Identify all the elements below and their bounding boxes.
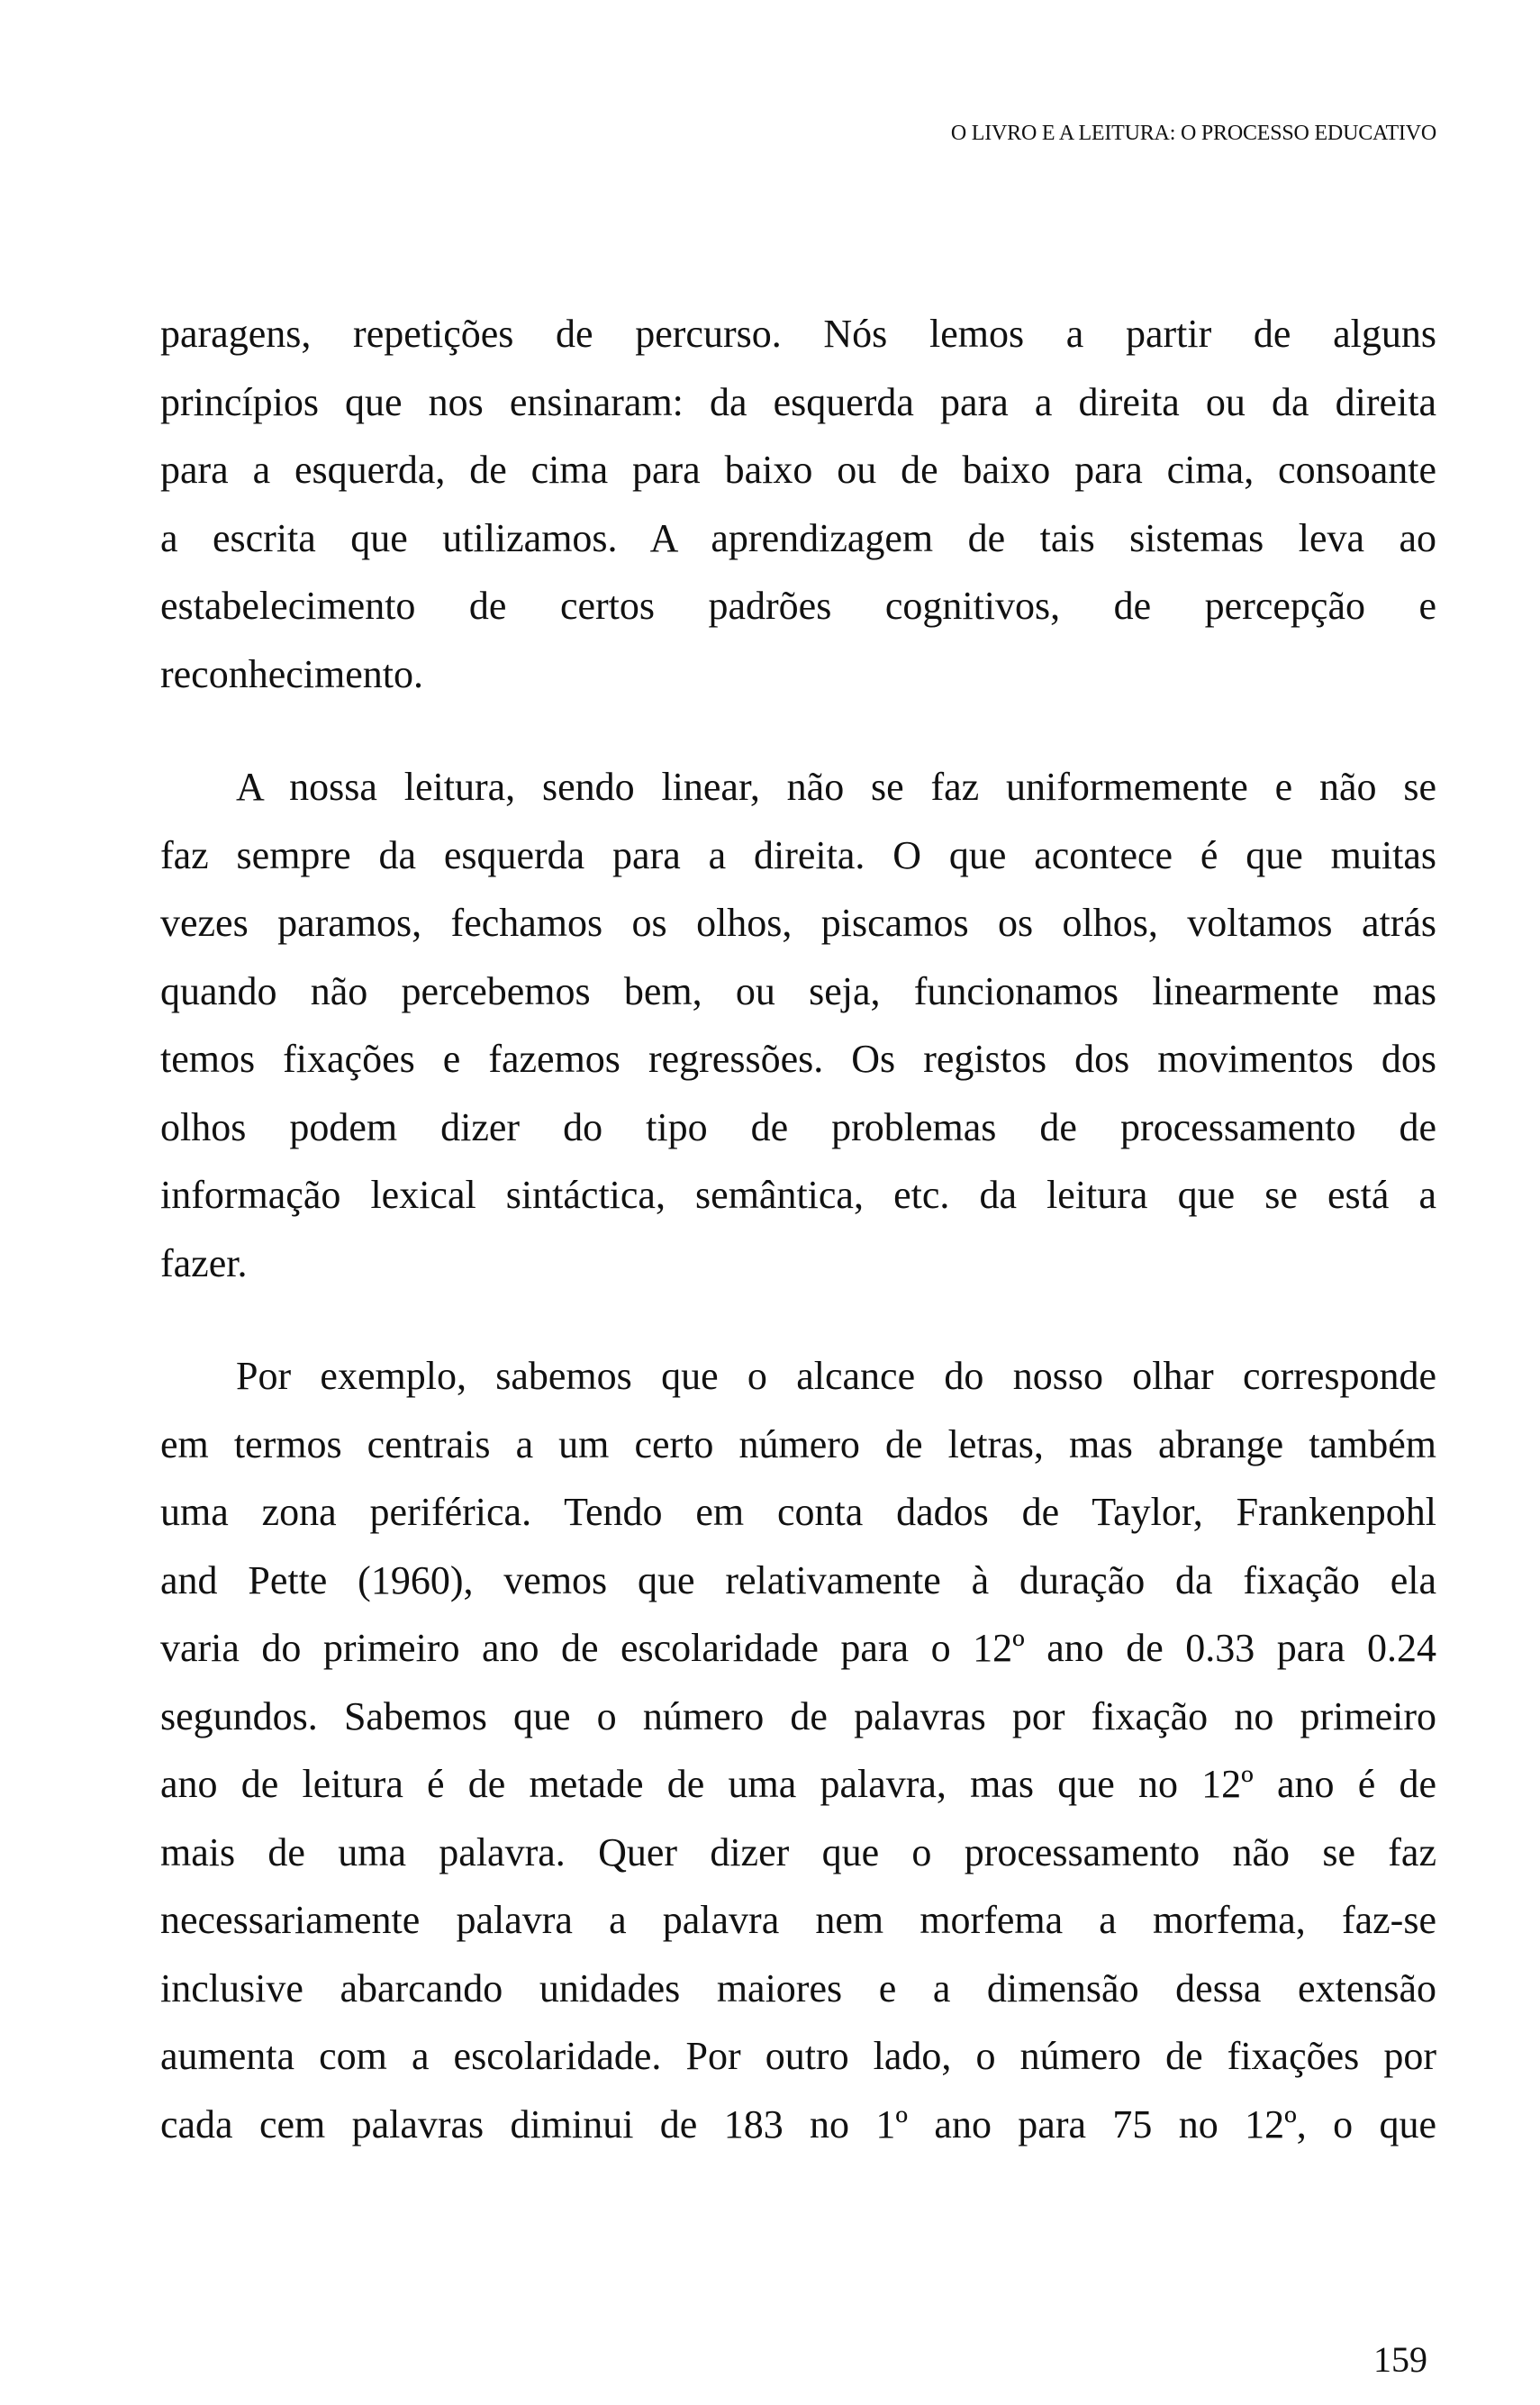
text-line: segundos. Sabemos que o número de palavras por fixação no primeiro: [160, 1693, 1436, 1738]
text-line: informação lexical sintáctica, semântica, etc. da leitura que se está a: [160, 1173, 1436, 1217]
text-line: fazer.: [160, 1240, 248, 1285]
text-line: princípios que nos ensinaram: da esquerda para a direita ou da direita: [160, 379, 1436, 424]
text-line: A nossa leitura, sendo linear, não se faz uniformemente e não se: [236, 765, 1436, 809]
text-line: a escrita que utilizamos. A aprendizagem de tais sistemas leva ao: [160, 515, 1436, 560]
text-line: para a esquerda, de cima para baixo ou de baixo para cima, consoante: [160, 448, 1436, 492]
paragraph-1: [160, 300, 1436, 708]
text-line: inclusive abarcando unidades maiores e a dimensão dessa extensão: [160, 1965, 1436, 2010]
text-line: uma zona periférica. Tendo em conta dados de Taylor, Frankenpohl: [160, 1490, 1436, 1534]
text-line: ano de leitura é de metade de uma palavra, mas que no 12º ano é de: [160, 1762, 1436, 1806]
text-line: olhos podem dizer do tipo de problemas de processamento de: [160, 1104, 1436, 1149]
text-line: estabelecimento de certos padrões cognitivos, de percepção e: [160, 584, 1436, 628]
text-line: temos fixações e fazemos regressões. Os registos dos movimentos dos: [160, 1037, 1436, 1081]
text-line: paragens, repetições de percurso. Nós lemos a partir de alguns: [160, 312, 1436, 356]
text-line: necessariamente palavra a palavra nem morfema a morfema, faz-se: [160, 1898, 1436, 1942]
text-line: and Pette (1960), vemos que relativamente à duração da fixação ela: [160, 1557, 1436, 1602]
paragraph-3: [160, 1342, 1436, 2158]
text-line: quando não percebemos bem, ou seja, funcionamos linearmente mas: [160, 968, 1436, 1013]
body-text: [160, 300, 1436, 2158]
paragraph-2: [160, 753, 1436, 1297]
running-header: O LIVRO E A LEITURA: O PROCESSO EDUCATIVO: [950, 122, 1436, 145]
text-line: reconhecimento.: [160, 651, 423, 696]
text-line: vezes paramos, fechamos os olhos, piscamos os olhos, voltamos atrás: [160, 901, 1436, 945]
text-line: em termos centrais a um certo número de letras, mas abrange também: [160, 1421, 1436, 1466]
text-line: varia do primeiro ano de escolaridade para o 12º ano de 0.33 para 0.24: [160, 1626, 1436, 1670]
text-line: aumenta com a escolaridade. Por outro lado, o número de fixações por: [160, 2034, 1436, 2078]
text-line: cada cem palavras diminui de 183 no 1º ano para 75 no 12º, o que: [160, 2101, 1436, 2146]
page-number: 159: [1373, 2339, 1427, 2380]
text-line: faz sempre da esquerda para a direita. O que acontece é que muitas: [160, 832, 1436, 877]
text-line: Por exemplo, sabemos que o alcance do nosso olhar corresponde: [236, 1354, 1436, 1398]
text-line: mais de uma palavra. Quer dizer que o processamento não se faz: [160, 1829, 1436, 1874]
